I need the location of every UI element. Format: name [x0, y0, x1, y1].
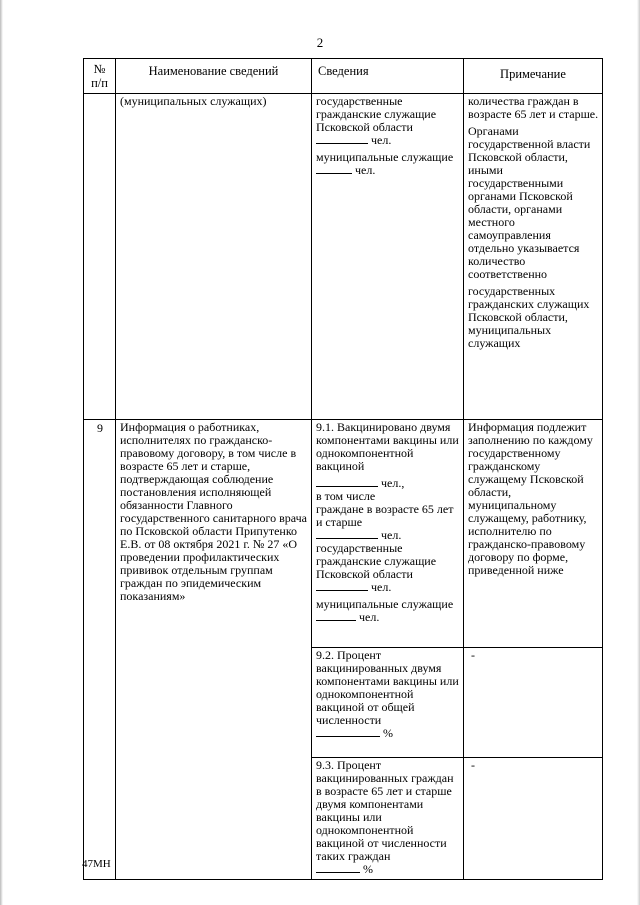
blank-field[interactable] — [316, 611, 356, 621]
cell-note — [464, 94, 603, 420]
unit-text: чел., — [381, 476, 405, 490]
info-text: 9.1. Вакцинировано двумя компонентами вакцины или однокомпонентной вакциной — [316, 420, 459, 473]
name-text: Информация о работниках, исполнителях по гражданско-правовому договору, в том числе в возрасте 65 лет и старше, подтверждающая соблюдение постановления исполняющей обязанности Главного государственного санитарного врача по Псковской области Припутенко Е.В. от 08 октября 2021 г. № 27 «О проведении профилактических прививок отдельным группам граждан по эпидемическим показаниям» — [120, 420, 308, 603]
blank-field[interactable] — [316, 164, 352, 174]
unit-text: чел. — [359, 610, 380, 624]
blank-field[interactable] — [316, 727, 380, 737]
cell-note — [464, 420, 603, 648]
info-blank-line — [316, 727, 460, 740]
info-text: государственные гражданские служащие Псковской области — [316, 94, 437, 134]
footer-code: 47МН — [82, 858, 111, 870]
unit-text: чел. — [371, 580, 392, 594]
info-text: 9.2. Процент вакцинированных двумя компонентами вакцины или однокомпонентной вакциной от общей численности — [316, 648, 459, 727]
unit-text: чел. — [381, 528, 402, 542]
name-text: (муниципальных служащих) — [120, 94, 267, 108]
info-text: государственные гражданские служащие Псковской области — [316, 541, 437, 581]
info-blank-line — [316, 581, 460, 594]
cell-note — [464, 648, 603, 758]
info-text: в том числе — [316, 489, 376, 503]
cell-note — [464, 758, 603, 880]
cell-num — [84, 94, 116, 420]
header-note: Примечание — [464, 59, 603, 94]
info-blank-line — [316, 134, 460, 147]
blank-field[interactable] — [316, 863, 360, 873]
info-blank-line — [316, 611, 460, 624]
info-table — [83, 58, 603, 880]
cell-info — [312, 648, 464, 758]
note-text: Информация подлежит заполнению по каждому государственному гражданскому служащему Псковской области, муниципальному служащему, работнику, исполнителю по гражданско-правовому договору по форме, приведенной ниже — [468, 420, 593, 577]
header-info: Сведения — [312, 59, 464, 94]
info-text: муниципальные служащие — [316, 597, 454, 611]
cell-info — [312, 420, 464, 648]
cell-info — [312, 758, 464, 880]
table-row — [84, 94, 603, 420]
info-text: 9.3. Процент вакцинированных граждан в возрасте 65 лет и старше двумя компонентами вакцины или однокомпонентной вакциной от численности таких граждан — [316, 758, 454, 863]
note-text: Органами государственной власти Псковской области, иными государственными органами Псковской области, органами местного самоуправления отдельно указывается количество соответственно — [468, 124, 591, 281]
unit-text: чел. — [355, 163, 376, 177]
cell-name — [116, 94, 312, 420]
unit-text: % — [383, 726, 393, 740]
cell-info — [312, 94, 464, 420]
blank-field[interactable] — [316, 529, 378, 539]
info-text: муниципальные служащие — [316, 150, 454, 164]
note-text: количества граждан в возрасте 65 лет и старше. — [468, 94, 599, 121]
page-number: 2 — [316, 35, 324, 50]
blank-field[interactable] — [316, 134, 368, 144]
scan-edge-left — [0, 0, 3, 905]
note-text: - — [471, 758, 475, 772]
info-text: граждане в возрасте 65 лет и старше — [316, 502, 454, 529]
cell-num: 9 — [84, 420, 116, 880]
blank-field[interactable] — [316, 477, 378, 487]
unit-text: чел. — [371, 133, 392, 147]
info-blank-line — [316, 164, 460, 177]
header-num: № п/п — [84, 59, 116, 94]
info-blank-line — [316, 863, 460, 876]
blank-field[interactable] — [316, 581, 368, 591]
header-name: Наименование сведений — [116, 59, 312, 94]
table-row — [84, 420, 603, 648]
note-text: - — [471, 648, 475, 662]
unit-text: % — [363, 862, 373, 876]
cell-name — [116, 420, 312, 880]
table-header-row — [84, 59, 603, 94]
note-text: государственных гражданских служащих Псковской области, муниципальных служащих — [468, 284, 590, 350]
